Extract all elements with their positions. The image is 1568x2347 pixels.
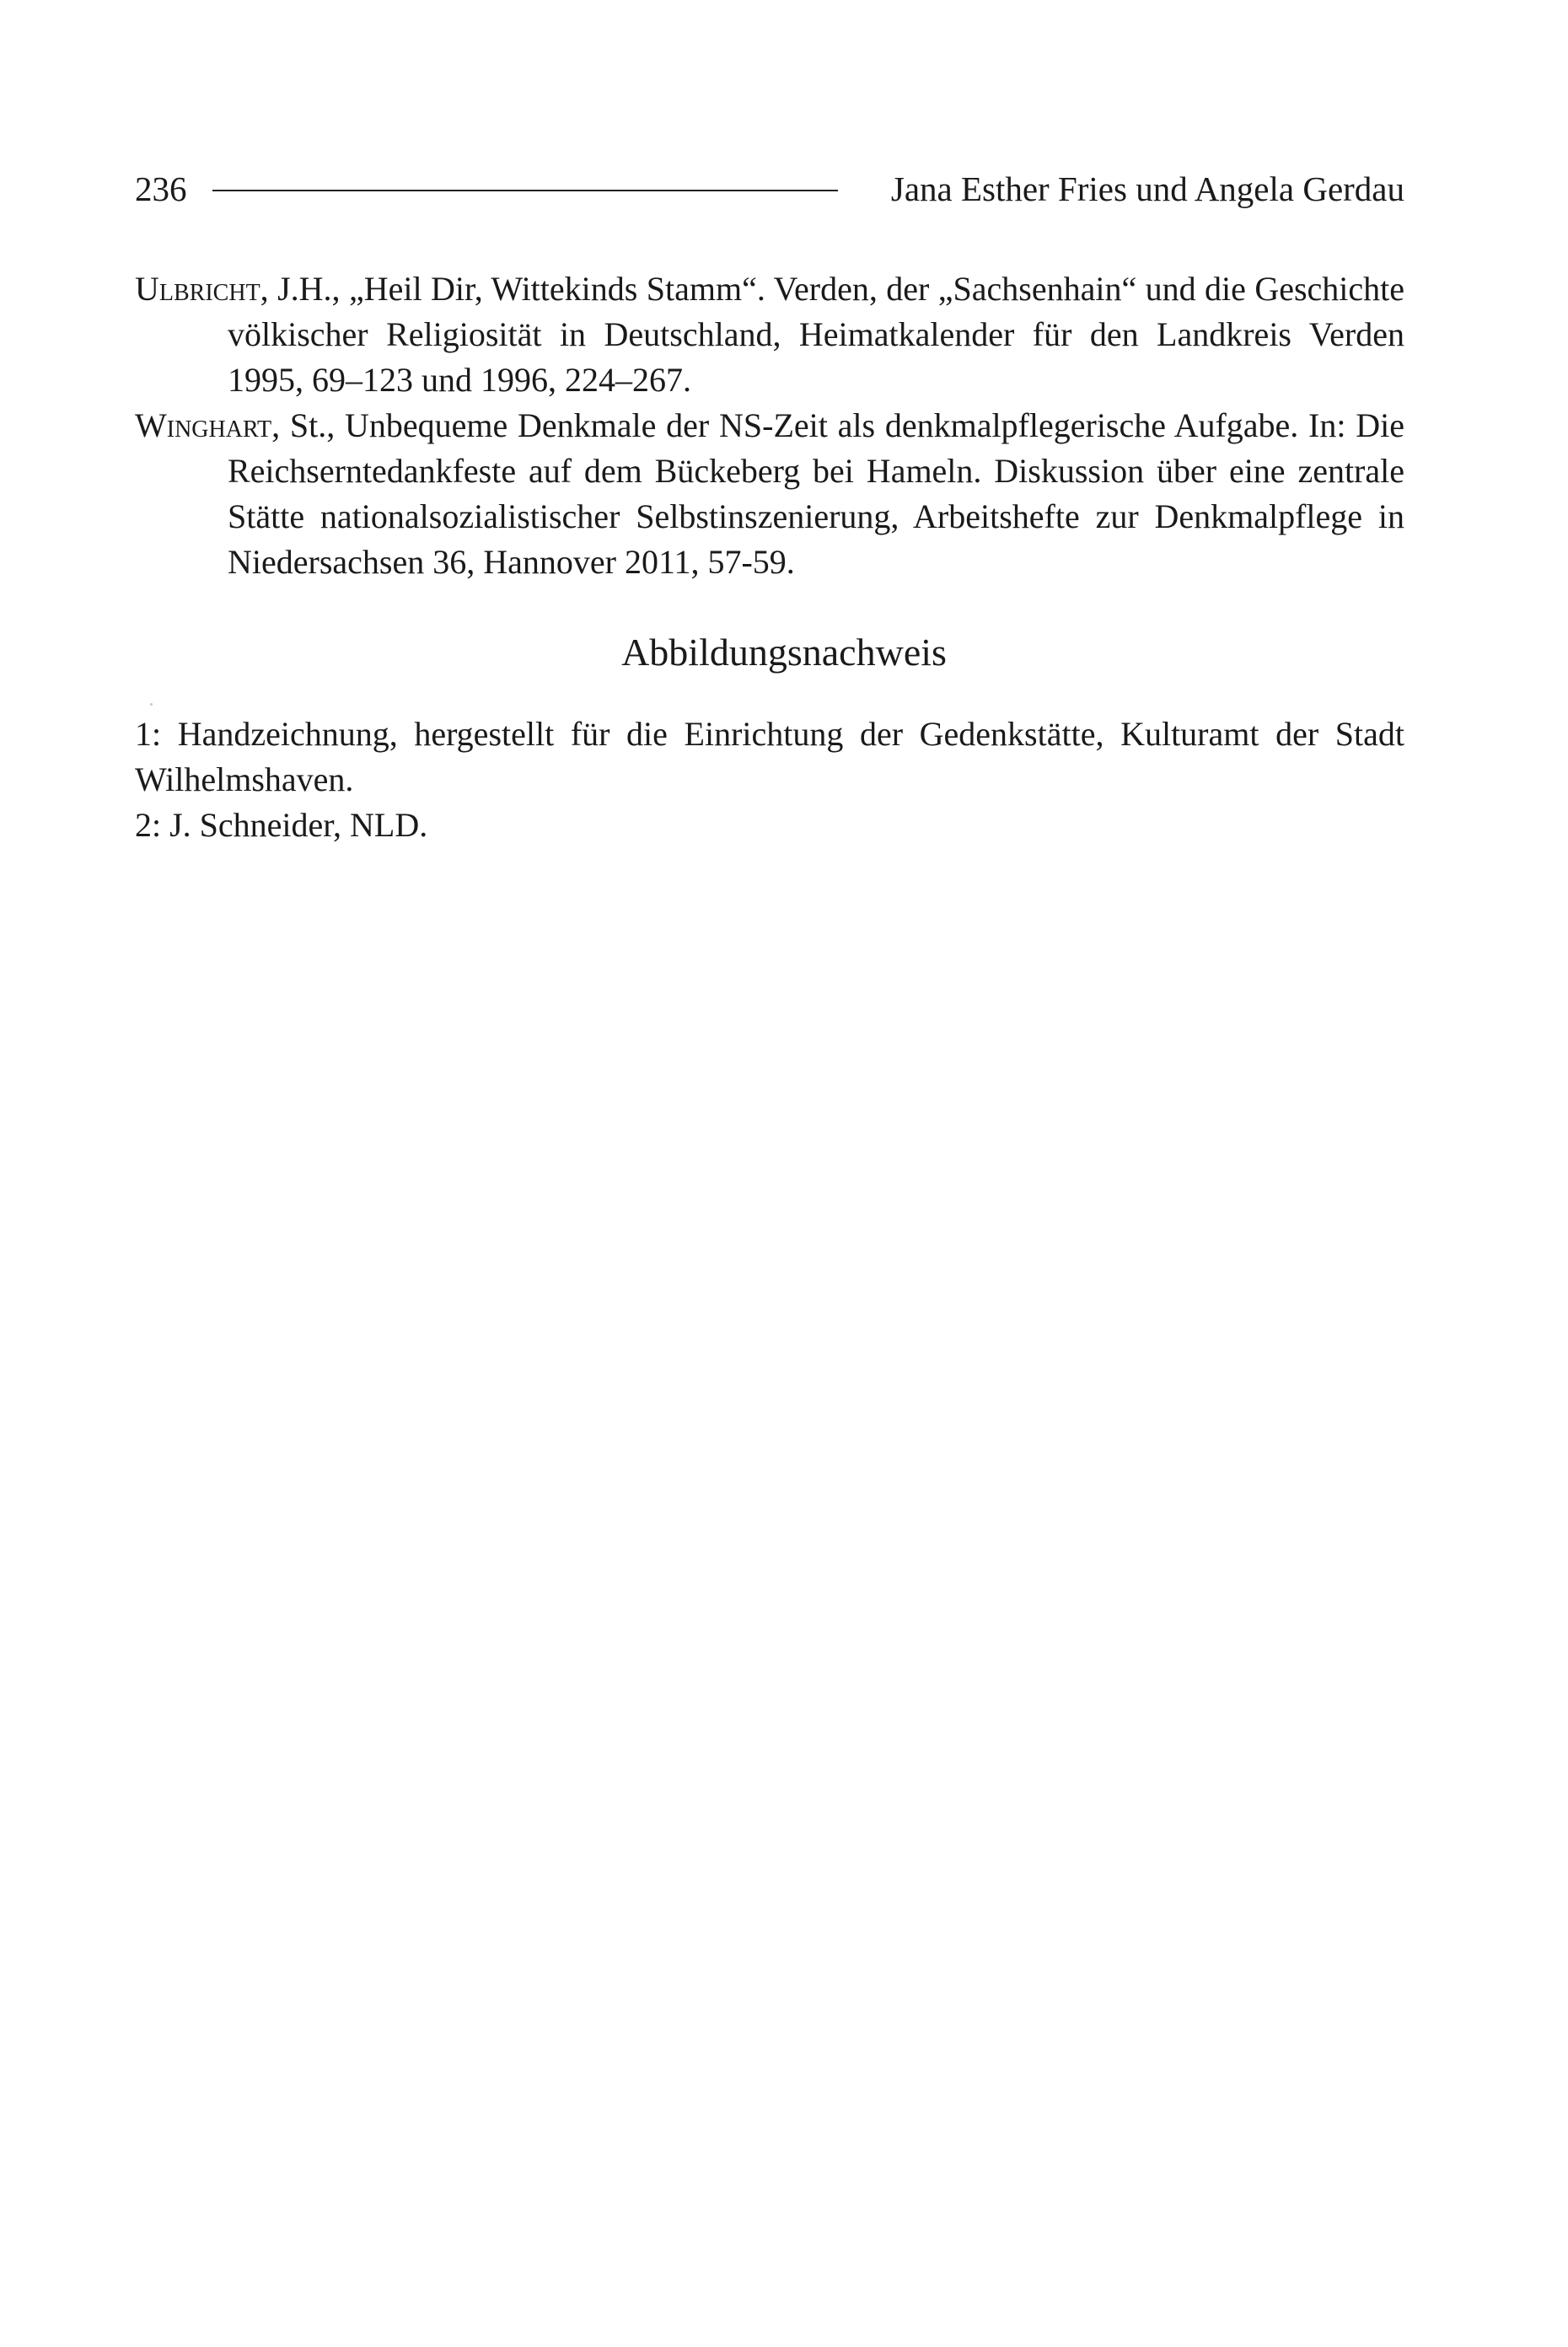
bibliography-entry (135, 403, 1404, 585)
image-credits (135, 712, 1404, 848)
section-heading: Abbildungsnachweis (621, 631, 947, 674)
author-name: Winghart (135, 406, 272, 444)
credit-item: 2: J. Schneider, NLD. (135, 806, 428, 844)
credit-item: 1: Handzeichnung, hergestellt für die Einrichtung der Gedenkstätte, Kulturamt der Stadt Wilhelmshaven. (135, 715, 1404, 798)
scan-speck (150, 703, 153, 706)
header-rule (212, 190, 838, 191)
page-number: 236 (135, 169, 187, 208)
bibliography-entry (135, 266, 1404, 403)
bibliography-list (135, 266, 1404, 585)
author-initials: , J.H., (260, 270, 349, 308)
author-initials: , St., (271, 406, 345, 444)
reference-text: „Heil Dir, Wittekinds Stamm“. Verden, der „Sachsenhain“ und die Geschichte völkischer Religiosität in Deutschland, Heimatkalender für den Landkreis Verden 1995, 69–123 und 1996, 224–267. (228, 270, 1405, 399)
running-head: Jana Esther Fries und Angela Gerdau (890, 169, 1404, 208)
page-header (135, 165, 1404, 212)
reference-text: Unbequeme Denkmale der NS-Zeit als denkmalpflegerische Aufgabe. In: Die Reichserntedankfeste auf dem Bückeberg bei Hameln. Diskussion über eine zentrale Stätte nationalsozialistischer Selbstinszenierung, Arbeitshefte zur Denkmalpflege in Niedersachsen 36, Hannover 2011, 57-59. (228, 406, 1405, 581)
author-name: Ulbricht (135, 270, 260, 308)
